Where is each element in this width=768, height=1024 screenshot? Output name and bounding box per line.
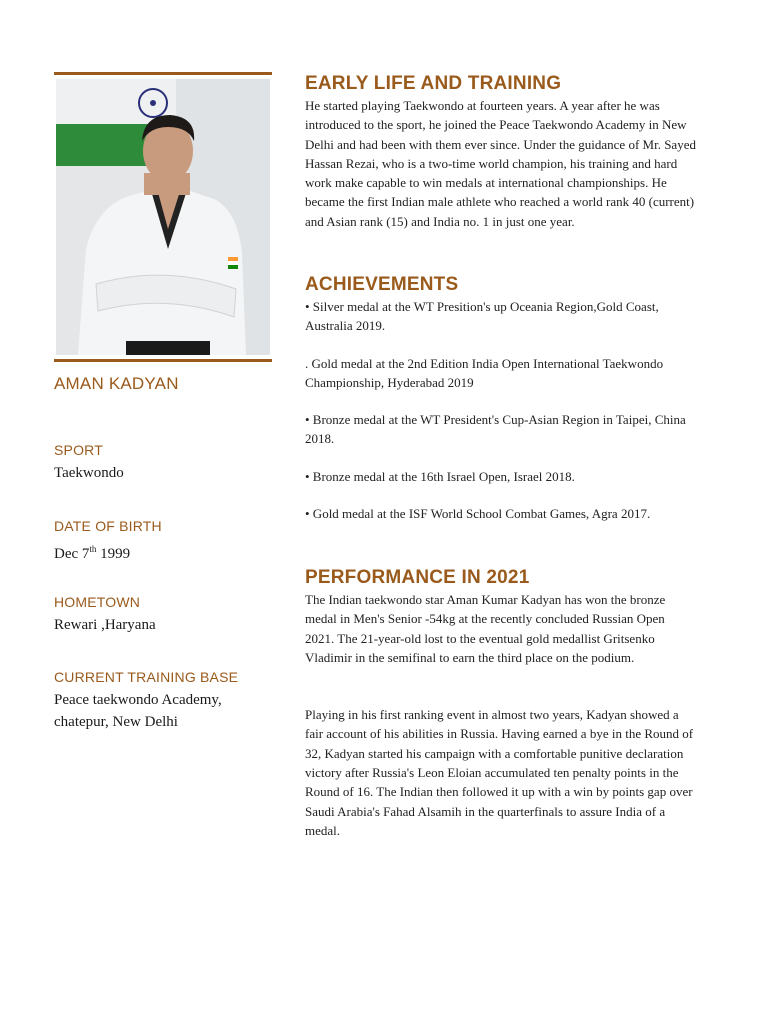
early-life-section xyxy=(305,72,697,231)
achievement-item: • Silver medal at the WT Presition's up Oceania Region,Gold Coast, Australia 2019. xyxy=(305,299,659,334)
performance-heading: PERFORMANCE IN 2021 xyxy=(305,567,530,588)
early-life-heading: EARLY LIFE AND TRAINING xyxy=(305,73,562,94)
dob-field xyxy=(54,518,162,565)
early-life-text: He started playing Taekwondo at fourteen years. A year after he was introduced to the sport, he joined the Peace Taekwondo Academy in New Delhi and had been with them ever since. Under the guidance of Mr. Sayed Hassan Rezai, who is a two-time world champion, his training and hard work make capable to win medals at international championships. He became the first Indian male athlete who reached a world rank 40 (current) and Asian rank (15) and India no. 1 in just one year. xyxy=(305,98,696,229)
performance-paragraph: The Indian taekwondo star Aman Kumar Kadyan has won the bronze medal in Men's Senior -54kg at the recently concluded Russian Open 2021. The 21-year-old lost to the eventual gold medallist Gritsenko Vladimir in the semifinal to earn the third place on the podium. xyxy=(305,592,666,665)
achievement-item: • Bronze medal at the 16th Israel Open, Israel 2018. xyxy=(305,468,575,484)
dob-day: Dec 7 xyxy=(54,546,90,562)
achievement-item: • Gold medal at the ISF World School Combat Games, Agra 2017. xyxy=(305,506,651,522)
training-base-field xyxy=(54,669,284,733)
performance-paragraph: Playing in his first ranking event in almost two years, Kadyan showed a fair account of his abilities in Russia. Having earned a bye in the Round of 32, Kadyan started his campaign with a comfortable punitive declaration victory after Russia's Leon Eloian accumulated ten penalty points in the Round of 16. The Indian then followed it up with a win by points gap over Saudi Arabia's Fahad Alsamih in the quarterfinals to assure India of a medal. xyxy=(305,707,694,838)
training-base-line1: Peace taekwondo Academy, xyxy=(54,692,222,708)
achievement-item: . Gold medal at the 2nd Edition India Open International Taekwondo Championship, Hyderabad 2019 xyxy=(305,355,664,390)
training-base-line2: chatepur, New Delhi xyxy=(54,714,178,730)
dob-suffix: th xyxy=(89,544,97,554)
profile-sidebar xyxy=(54,72,272,730)
athlete-name: AMAN KADYAN xyxy=(54,374,179,393)
hometown-value: Rewari ,Haryana xyxy=(54,617,156,633)
sport-field xyxy=(54,442,124,484)
training-base-value xyxy=(54,689,284,733)
training-base-label: CURRENT TRAINING BASE xyxy=(54,669,239,685)
dob-year: 1999 xyxy=(96,546,131,562)
achievements-section xyxy=(305,273,697,523)
hometown-label: HOMETOWN xyxy=(54,594,141,610)
hometown-field xyxy=(54,594,156,636)
bottom-rule xyxy=(54,359,272,362)
sport-value: Taekwondo xyxy=(54,465,124,481)
athlete-photo xyxy=(56,79,270,355)
sport-label: SPORT xyxy=(54,442,103,458)
achievements-heading: ACHIEVEMENTS xyxy=(305,274,459,295)
dob-value xyxy=(54,538,162,565)
achievement-item: • Bronze medal at the WT President's Cup-Asian Region in Taipei, China 2018. xyxy=(305,412,686,447)
performance-section xyxy=(305,566,697,840)
dob-label: DATE OF BIRTH xyxy=(54,518,162,534)
top-rule xyxy=(54,72,272,75)
